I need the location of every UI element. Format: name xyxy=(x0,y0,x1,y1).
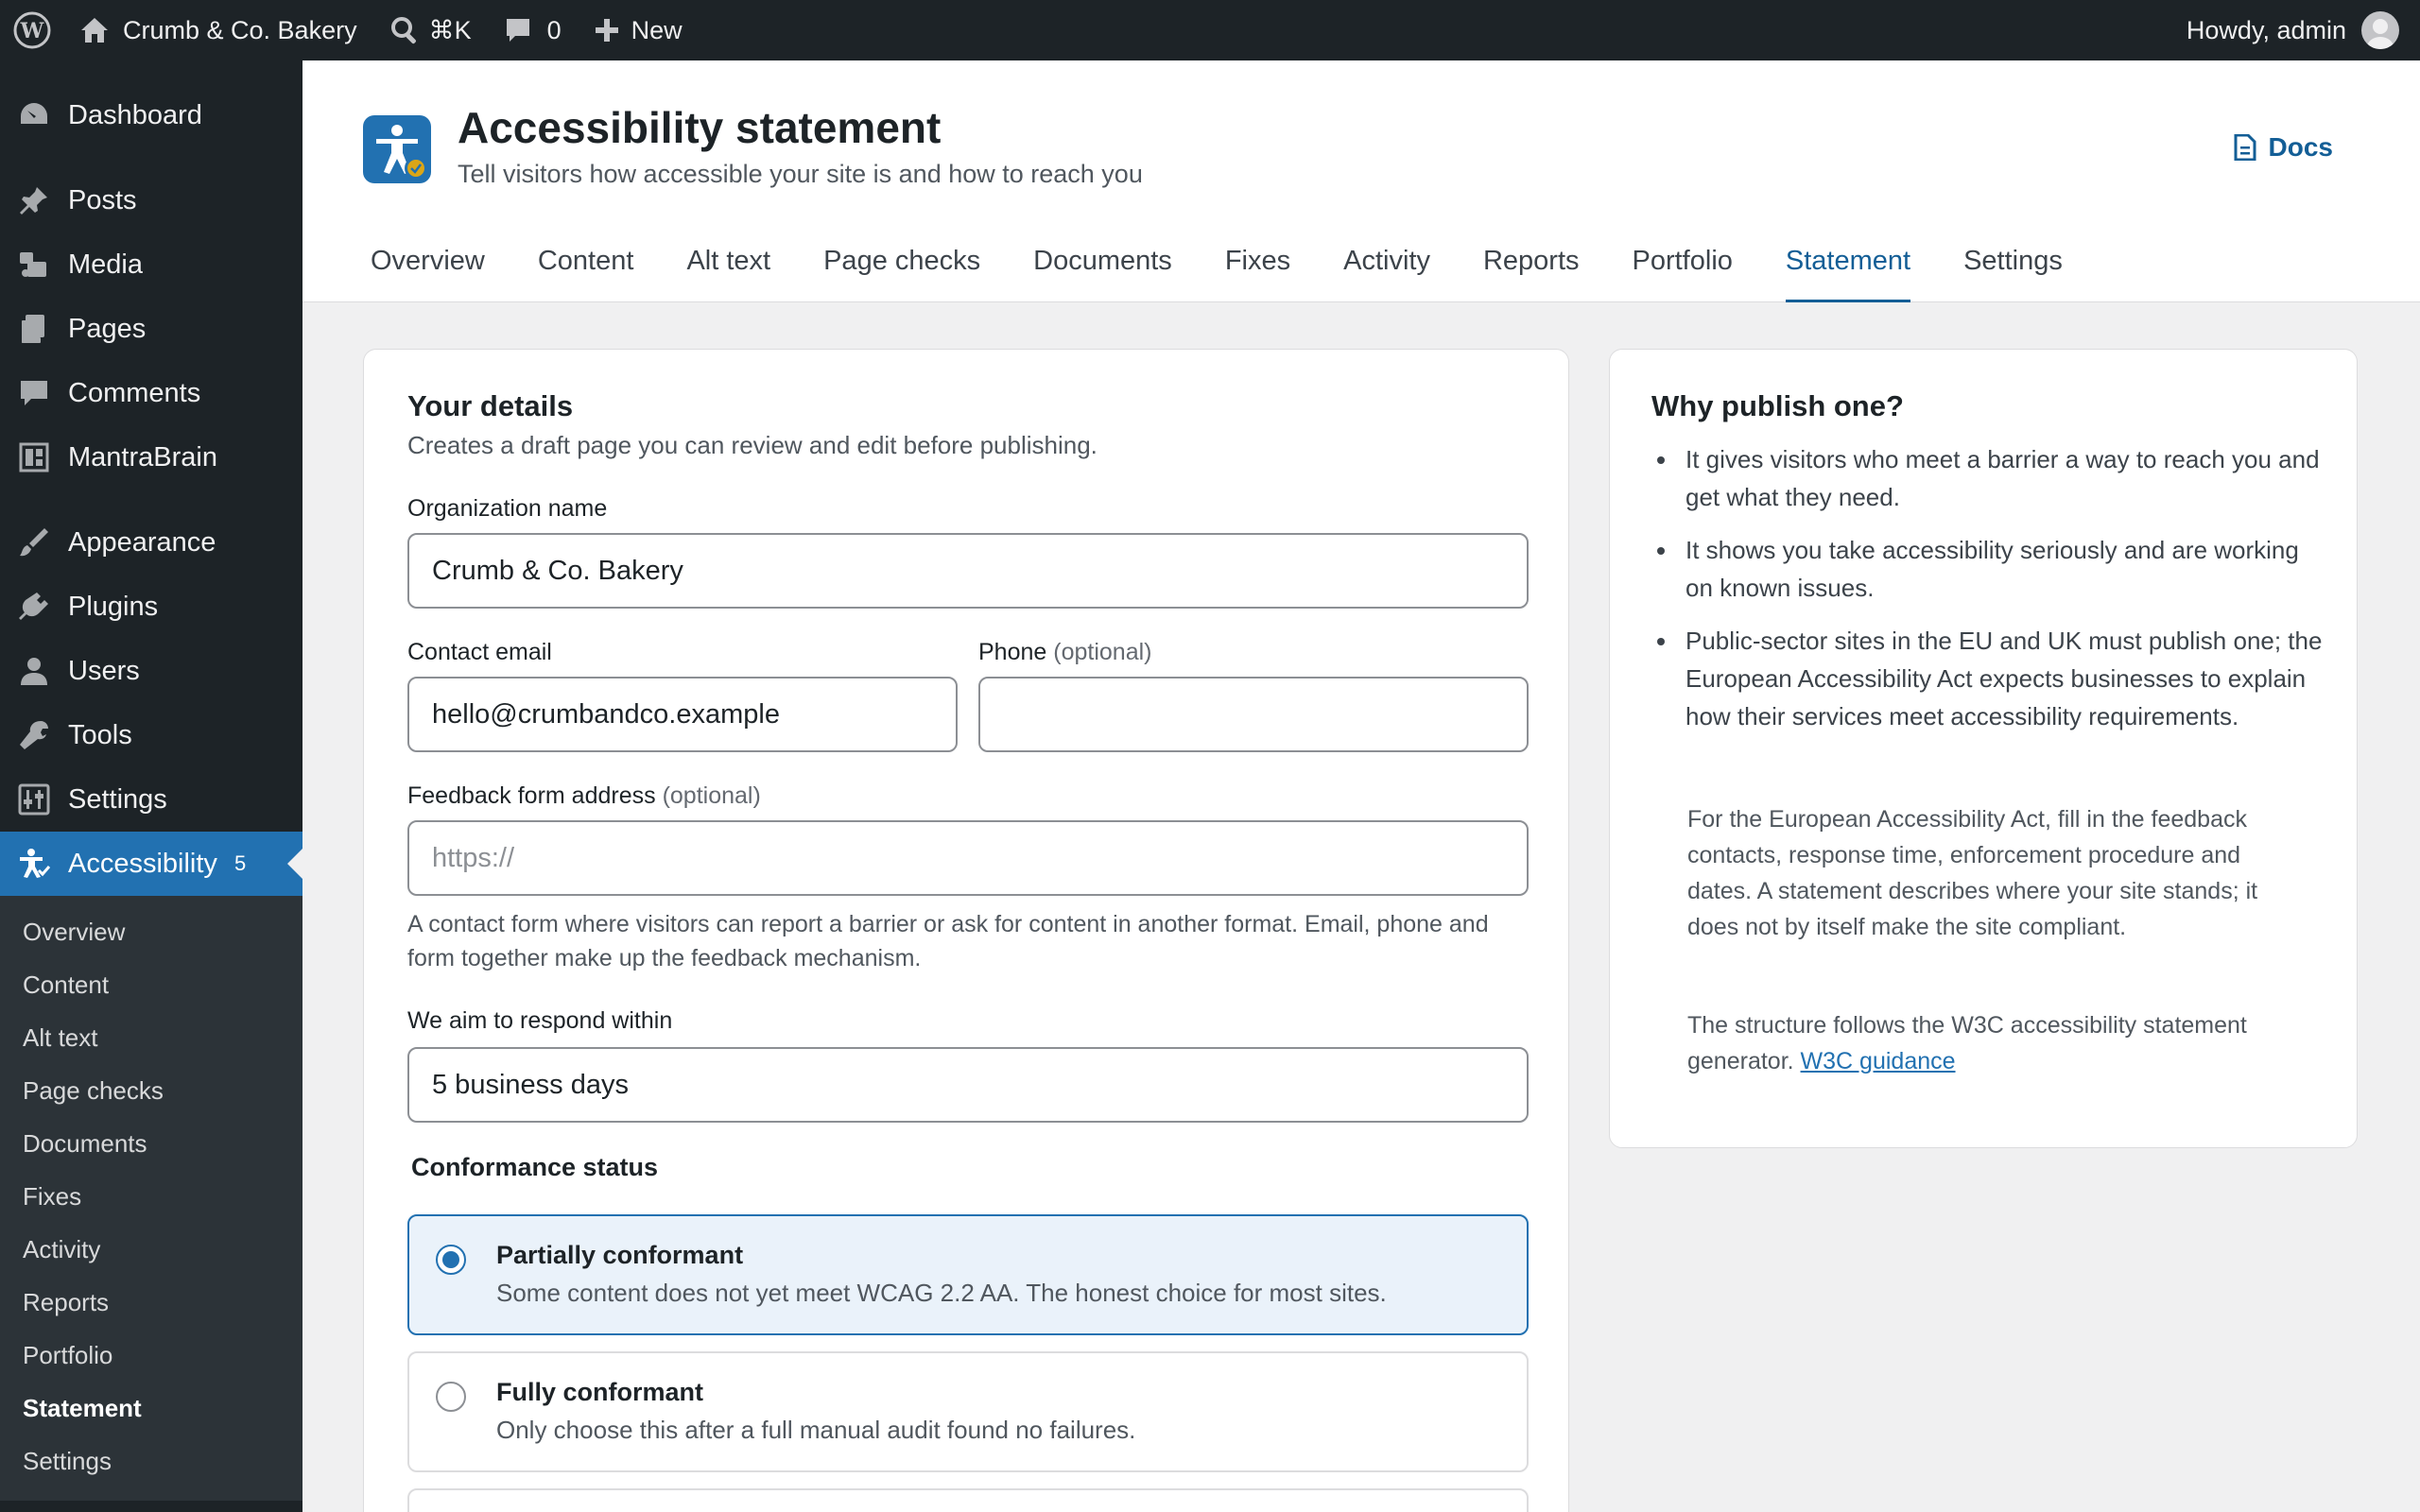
sidebar-item-label: Appearance xyxy=(68,526,216,558)
feedback-help-text: A contact form where visitors can report a barrier or ask for content in another format. Email, phone and form together make up the feedback mechanism. xyxy=(407,911,1489,971)
conformance-label: Conformance status xyxy=(411,1153,659,1181)
sidebar-item-label: Posts xyxy=(68,184,137,215)
admin-bar xyxy=(0,0,2420,60)
wrench-icon xyxy=(17,718,51,752)
submenu-alt-text[interactable]: Alt text xyxy=(23,1022,98,1052)
tab-portfolio[interactable]: Portfolio xyxy=(1632,246,1733,276)
email-input[interactable]: hello@crumbandco.example xyxy=(407,677,958,752)
submenu-documents[interactable]: Documents xyxy=(23,1128,147,1158)
sidebar-item-label: Dashboard xyxy=(68,99,202,130)
comment-icon xyxy=(17,376,51,410)
w3c-note-text: The structure follows the W3C accessibility statement generator. xyxy=(1687,1012,2247,1074)
submenu-settings[interactable]: Settings xyxy=(23,1446,112,1475)
tab-page-checks[interactable]: Page checks xyxy=(823,246,981,276)
tab-fixes[interactable]: Fixes xyxy=(1224,246,1291,276)
sidebar-item-settings[interactable] xyxy=(0,767,302,832)
w3c-note xyxy=(1687,1007,2302,1079)
sliders-icon xyxy=(17,782,51,816)
pin-icon xyxy=(17,183,51,217)
account-menu[interactable] xyxy=(2187,11,2420,49)
submenu-page-checks[interactable]: Page checks xyxy=(23,1075,164,1105)
submenu-activity[interactable]: Activity xyxy=(23,1234,101,1263)
sidebar-item-mantrabrain[interactable] xyxy=(0,425,302,490)
site-name: Crumb & Co. Bakery xyxy=(123,15,357,44)
sidebar-item-label: Settings xyxy=(68,783,167,815)
org-name-input[interactable]: Crumb & Co. Bakery xyxy=(407,533,1529,609)
tab-documents[interactable]: Documents xyxy=(1033,246,1172,276)
submenu-fixes[interactable]: Fixes xyxy=(23,1181,82,1211)
details-card xyxy=(363,349,1569,1512)
page-title: Accessibility statement xyxy=(458,103,942,152)
optional-hint: (optional) xyxy=(662,782,761,809)
phone-label xyxy=(978,639,1151,666)
sidebar-item-label: Plugins xyxy=(68,591,159,622)
site-name-link[interactable] xyxy=(66,0,371,60)
org-name-label: Organization name xyxy=(407,495,608,522)
accessibility-submenu xyxy=(0,896,302,1501)
submenu-content[interactable]: Content xyxy=(23,970,110,999)
check-icon xyxy=(405,157,427,180)
feedback-label-text: Feedback form address xyxy=(407,782,656,809)
feedback-url-input[interactable]: https:// xyxy=(407,820,1529,896)
sidebar-item-posts[interactable] xyxy=(0,168,302,232)
pages-icon xyxy=(17,312,51,346)
list-item: Public-sector sites in the EU and UK must publish one; the European Accessibility Act expects businesses to explain how their services meet accessibility requirements. xyxy=(1651,622,2332,735)
search-icon xyxy=(389,15,420,45)
option-title: Fully conformant xyxy=(496,1378,704,1406)
radio-button[interactable] xyxy=(436,1245,466,1275)
tab-reports[interactable]: Reports xyxy=(1482,246,1580,276)
search-shortcut[interactable] xyxy=(376,0,485,60)
sidebar-item-pages[interactable] xyxy=(0,297,302,361)
sidebar-item-label: Comments xyxy=(68,377,201,408)
comments-count: 0 xyxy=(546,15,562,44)
submenu-portfolio[interactable]: Portfolio xyxy=(23,1340,113,1369)
respond-label: We aim to respond within xyxy=(407,1007,673,1034)
tab-activity[interactable]: Activity xyxy=(1343,246,1430,276)
new-content-link[interactable] xyxy=(580,0,696,60)
sidebar-item-label: Accessibility xyxy=(68,848,217,879)
plug-icon xyxy=(17,590,51,624)
w3c-guidance-link[interactable]: W3C guidance xyxy=(1800,1048,1956,1074)
document-icon xyxy=(2233,134,2257,161)
option-description: Some content does not yet meet WCAG 2.2 AA. The honest choice for most sites. xyxy=(496,1279,1387,1307)
tab-content[interactable]: Content xyxy=(537,246,634,276)
count-badge: 5 xyxy=(233,851,247,875)
avatar xyxy=(2361,11,2399,49)
phone-input[interactable] xyxy=(978,677,1529,752)
submenu-overview[interactable]: Overview xyxy=(23,917,126,946)
tab-bar xyxy=(371,234,2089,302)
option-partially-conformant[interactable] xyxy=(407,1214,1529,1335)
radio-button[interactable] xyxy=(436,1382,466,1412)
why-publish-card xyxy=(1609,349,2358,1148)
svg-text:W: W xyxy=(20,19,44,43)
comments-link[interactable] xyxy=(491,0,575,60)
brush-icon xyxy=(17,525,51,559)
wordpress-logo-icon[interactable] xyxy=(0,0,66,60)
tab-statement[interactable]: Statement xyxy=(1759,234,1937,302)
user-icon xyxy=(17,654,51,688)
sidebar-item-label: Tools xyxy=(68,719,132,750)
list-item: It shows you take accessibility seriously and are working on known issues. xyxy=(1651,531,2332,607)
media-icon xyxy=(17,248,51,282)
dashboard-icon xyxy=(17,98,51,132)
submenu-statement[interactable]: Statement xyxy=(23,1393,142,1422)
section-description: Creates a draft page you can review and edit before publishing. xyxy=(407,431,1098,459)
option-description: Only choose this after a full manual audit found no failures. xyxy=(496,1416,1136,1444)
sidebar-item-label: Media xyxy=(68,249,143,280)
home-icon xyxy=(79,15,110,45)
phone-label-text: Phone xyxy=(978,639,1047,665)
docs-link[interactable] xyxy=(2233,132,2333,163)
sidebar-item-appearance[interactable] xyxy=(0,510,302,575)
page-header xyxy=(302,60,2420,302)
feedback-label xyxy=(407,782,761,810)
sidebar-item-dashboard[interactable] xyxy=(0,83,302,147)
option-fully-conformant[interactable] xyxy=(407,1351,1529,1472)
new-label: New xyxy=(631,15,683,44)
side-title: Why publish one? xyxy=(1651,389,1904,422)
sidebar-item-plugins[interactable] xyxy=(0,575,302,639)
greeting: Howdy, admin xyxy=(2186,15,2346,44)
option-title: Partially conformant xyxy=(496,1241,744,1269)
eaa-note: For the European Accessibility Act, fill in the feedback contacts, response time, enforcement procedure and dates. A statement describes where your site stands; it does not by itself make the site compliant. xyxy=(1687,806,2258,940)
option-next[interactable] xyxy=(407,1488,1529,1512)
docs-label: Docs xyxy=(2268,132,2333,162)
tab-settings[interactable]: Settings xyxy=(1963,246,2063,276)
submenu-reports[interactable]: Reports xyxy=(23,1287,110,1316)
page-subtitle: Tell visitors how accessible your site is and how to reach you xyxy=(458,160,1143,188)
sidebar-item-media[interactable] xyxy=(0,232,302,297)
accessibility-icon xyxy=(17,847,51,881)
sidebar-item-label: Users xyxy=(68,655,140,686)
grid-icon xyxy=(17,440,51,474)
search-shortcut-label: ⌘K xyxy=(428,15,472,44)
tab-overview[interactable]: Overview xyxy=(371,246,485,276)
sidebar-item-tools[interactable] xyxy=(0,703,302,767)
list-item: It gives visitors who meet a barrier a way to reach you and get what they need. xyxy=(1651,440,2332,516)
sidebar-item-users[interactable] xyxy=(0,639,302,703)
sidebar-item-accessibility[interactable] xyxy=(0,832,302,896)
plus-icon xyxy=(594,17,620,43)
optional-hint: (optional) xyxy=(1053,639,1152,665)
reasons-list xyxy=(1651,440,2332,750)
admin-sidebar xyxy=(0,60,302,1512)
respond-time-input[interactable]: 5 business days xyxy=(407,1047,1529,1123)
sidebar-item-label: Pages xyxy=(68,313,147,344)
accessibility-logo-icon xyxy=(363,115,431,183)
sidebar-item-label: MantraBrain xyxy=(68,441,217,472)
section-title: Your details xyxy=(407,389,574,422)
email-label: Contact email xyxy=(407,639,552,665)
comment-icon xyxy=(504,16,532,44)
sidebar-item-comments[interactable] xyxy=(0,361,302,425)
tab-alt-text[interactable]: Alt text xyxy=(686,246,771,276)
